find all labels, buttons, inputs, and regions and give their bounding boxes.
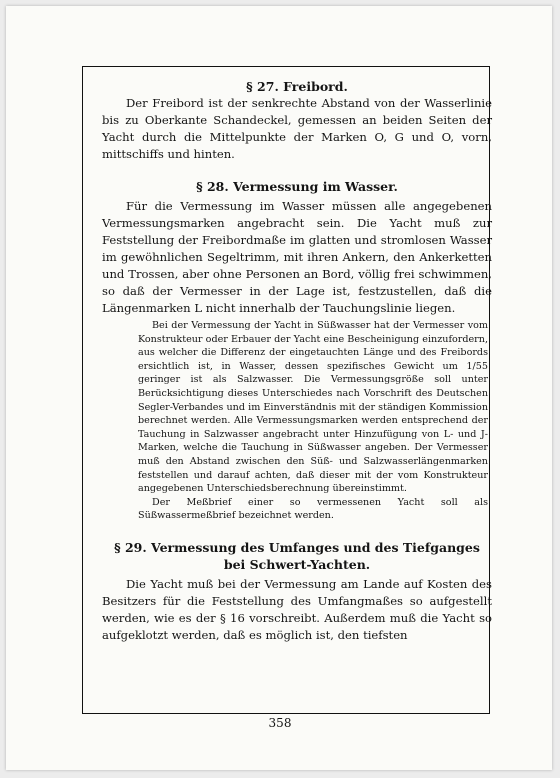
- section-28-note-2: Der Meßbrief einer so vermessenen Yacht soll als Süßwassermeßbrief bezeichnet werden.: [138, 496, 488, 522]
- page-content: [102, 78, 492, 644]
- section-29-text: Die Yacht muß bei der Vermessung am Lande auf Kosten des Besitzers für die Feststellung des Umfangmaßes so aufgestellt werden, wie es der § 16 vorschreibt. Außerdem muß die Yacht so aufgeklotzt werden, daß es möglich ist, den tiefsten: [102, 576, 492, 642]
- section-28-heading: § 28. Vermessung im Wasser.: [196, 179, 398, 194]
- book-page: [6, 6, 552, 770]
- section-28-note-1: Bei der Vermessung der Yacht in Süßwasser hat der Vermesser vom Konstrukteur oder Erbauer der Yacht eine Bescheinigung einzufordern, aus welcher die Differenz der eingetauchten Länge und des Freibords ersichtlich ist, in Wasser, dessen spezifisches Gewicht um 1/55 geringer ist als Salzwasser. Die Vermessungsgröße soll unter Berücksichtigung dieses Unterschiedes nach Vorschrift des Deutschen Segler-Verbandes und im Einverständnis mit der ständigen Kommission berechnet werden. Alle Vermessungsmarken werden entsprechend der Tauchung in Salzwasser angebracht unter Hinzufügung von L- und J-Marken, welche die Tauchung in Süßwasser angeben. Der Vermesser muß den Abstand zwischen den Süß- und Salzwasserlängenmarken feststellen und darauf achten, daß dieser mit der vom Konstrukteur angegebenen Unterschiedsberechnung übereinstimmt.: [138, 320, 488, 495]
- section-28-text: Für die Vermessung im Wasser müssen alle angegebenen Vermessungsmarken angebracht sein. Die Yacht muß zur Feststellung der Freibordmaße im glatten und stromlosen Wasser im gewöhnlichen Segeltrimm, mit ihren Ankern, den Ankerketten und Trossen, aber ohne Personen an Bord, völlig frei schwimmen, so daß der Vermesser in der Lage ist, festzustellen, daß die Längenmarken L nicht innerhalb der Tauchungslinie liegen.: [102, 199, 492, 315]
- section-27-heading: § 27. Freibord.: [246, 79, 348, 94]
- page-number: 358: [268, 716, 292, 730]
- section-27-text: Der Freibord ist der senkrechte Abstand von der Wasserlinie bis zu Oberkante Schandeckel, gemessen an beiden Seiten der Yacht durch die Mittelpunkte der Marken O, G und O, vorn, mittschiffs und hinten.: [102, 96, 492, 161]
- section-29-heading-line-2: bei Schwert-Yachten.: [223, 556, 371, 572]
- section-29-heading-line-1: § 29. Vermessung des Umfanges und des Tiefganges: [114, 539, 480, 555]
